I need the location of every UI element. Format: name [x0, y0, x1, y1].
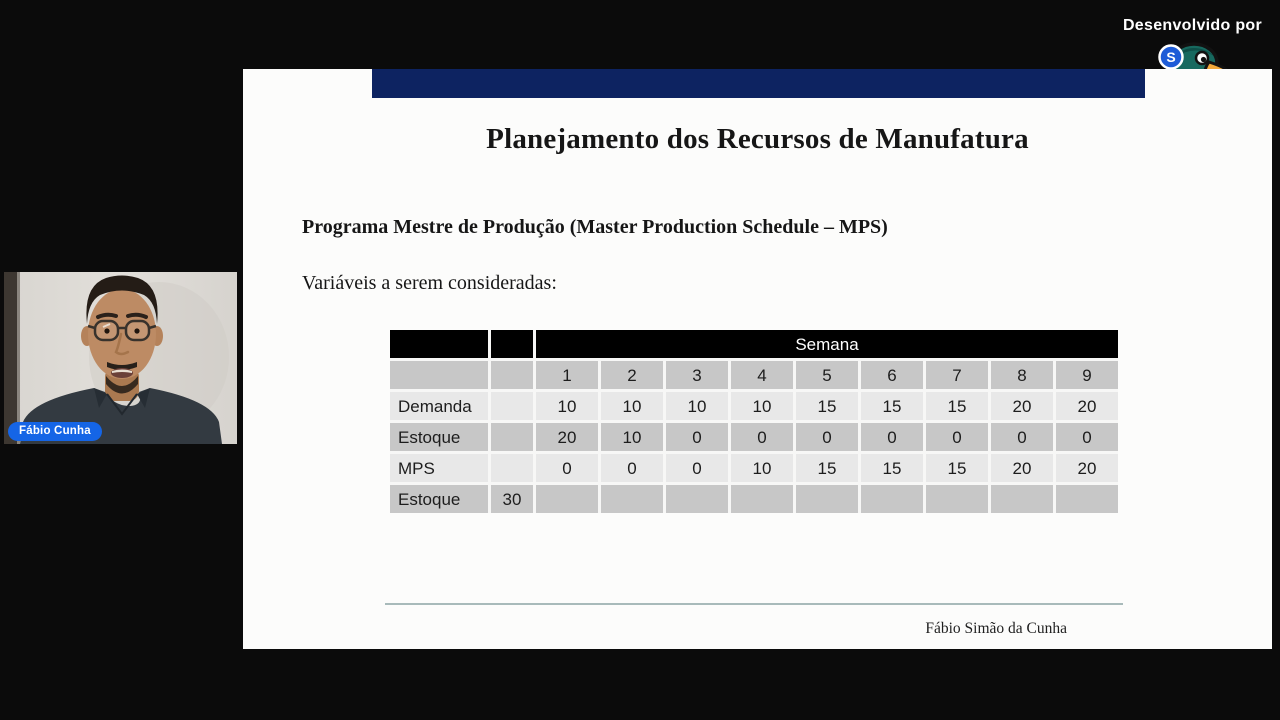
table-cell — [536, 485, 598, 513]
participant-name-badge: Fábio Cunha — [8, 422, 102, 441]
row-label-cell: MPS — [390, 454, 488, 482]
table-cell — [491, 361, 533, 389]
table-cell: 20 — [991, 392, 1053, 420]
slide-author: Fábio Simão da Cunha — [925, 620, 1067, 637]
table-cell: 15 — [926, 392, 988, 420]
presentation-slide — [243, 69, 1272, 649]
table-cell: 20 — [991, 454, 1053, 482]
table-cell: 0 — [926, 423, 988, 451]
table-cell: 15 — [861, 392, 923, 420]
week-header-cell: 5 — [796, 361, 858, 389]
table-cell: 10 — [601, 392, 663, 420]
table-cell — [991, 485, 1053, 513]
week-header-cell: 2 — [601, 361, 663, 389]
week-header-cell: 6 — [861, 361, 923, 389]
streamyard-badge-letter: S — [1166, 49, 1176, 65]
table-cell: 20 — [536, 423, 598, 451]
row-label-cell: Estoque — [390, 423, 488, 451]
week-header-cell: 7 — [926, 361, 988, 389]
week-header-cell: 8 — [991, 361, 1053, 389]
table-cell — [1056, 485, 1118, 513]
table-cell: 0 — [861, 423, 923, 451]
table-cell — [491, 423, 533, 451]
table-cell: 0 — [731, 423, 793, 451]
table-cell — [491, 392, 533, 420]
table-cell: 0 — [1056, 423, 1118, 451]
table-cell — [861, 485, 923, 513]
webcam-video-person — [4, 272, 237, 444]
table-cell: 15 — [796, 392, 858, 420]
table-cell: 0 — [601, 454, 663, 482]
table-corner-cell — [491, 330, 533, 358]
table-cell: 0 — [666, 454, 728, 482]
table-cell: 0 — [666, 423, 728, 451]
webcam-tile — [4, 272, 237, 444]
table-cell: 20 — [1056, 392, 1118, 420]
slide-subtitle: Programa Mestre de Produção (Master Production Schedule – MPS) — [302, 216, 888, 238]
table-cell: 0 — [536, 454, 598, 482]
table-cell: 0 — [796, 423, 858, 451]
slide-accent-band — [372, 69, 1145, 98]
powered-by-label: Desenvolvido por — [1122, 17, 1262, 34]
week-header-cell: 3 — [666, 361, 728, 389]
table-cell: 15 — [796, 454, 858, 482]
mps-table — [390, 330, 1118, 513]
week-header-cell: 9 — [1056, 361, 1118, 389]
table-header-semana: Semana — [536, 330, 1118, 358]
table-cell: 10 — [601, 423, 663, 451]
table-cell: 0 — [991, 423, 1053, 451]
table-cell — [491, 454, 533, 482]
table-cell: 30 — [491, 485, 533, 513]
slide-title: Planejamento dos Recursos de Manufatura — [486, 123, 1029, 155]
table-cell: 10 — [536, 392, 598, 420]
table-cell: 15 — [926, 454, 988, 482]
row-label-cell: Demanda — [390, 392, 488, 420]
slide-intro-text: Variáveis a serem consideradas: — [302, 272, 557, 294]
row-label-cell: Estoque — [390, 485, 488, 513]
table-cell — [666, 485, 728, 513]
week-header-cell: 1 — [536, 361, 598, 389]
table-cell — [926, 485, 988, 513]
table-cell — [796, 485, 858, 513]
table-cell: 10 — [731, 454, 793, 482]
table-cell: 10 — [666, 392, 728, 420]
slide-footer-line — [385, 603, 1123, 605]
table-cell: 15 — [861, 454, 923, 482]
table-cell: 10 — [731, 392, 793, 420]
table-cell — [601, 485, 663, 513]
table-cell: 20 — [1056, 454, 1118, 482]
table-corner-cell — [390, 330, 488, 358]
table-cell — [390, 361, 488, 389]
week-header-cell: 4 — [731, 361, 793, 389]
table-cell — [731, 485, 793, 513]
